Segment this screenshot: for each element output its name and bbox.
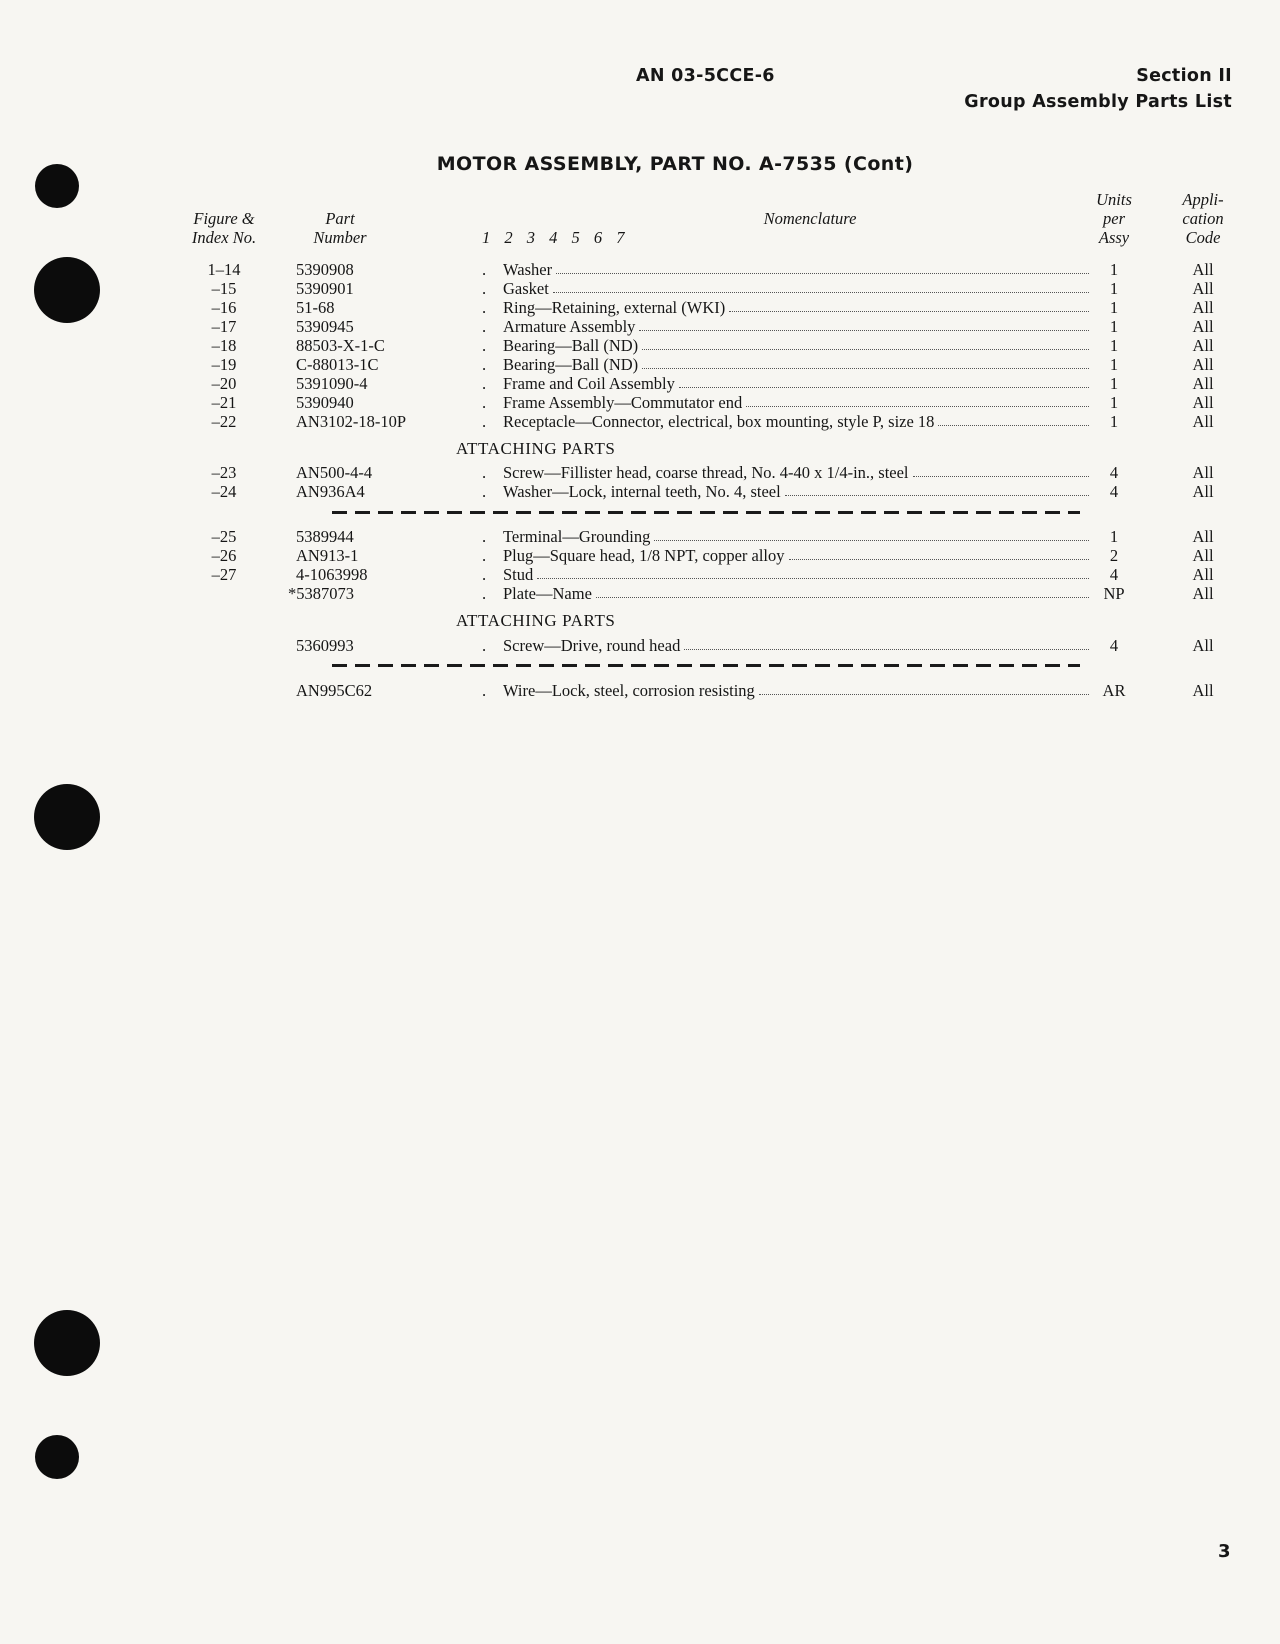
part-number-cell: 51-68 <box>296 298 335 317</box>
indent-dot: . <box>482 482 487 501</box>
part-number-cell: AN913-1 <box>296 546 359 565</box>
index-cell: –25 <box>211 527 237 546</box>
table-row <box>0 681 1280 700</box>
indent-dot: . <box>482 355 487 374</box>
code-cell: All <box>1192 546 1214 565</box>
index-cell: –24 <box>211 482 237 501</box>
part-number-cell: 5389944 <box>296 527 354 546</box>
dot-leader <box>729 298 1089 312</box>
nomenclature-text: Terminal—Grounding <box>503 527 651 546</box>
dot-leader <box>553 279 1089 293</box>
indent-dot: . <box>482 584 487 603</box>
units-cell: 2 <box>1109 546 1119 565</box>
nomenclature-text: Screw—Fillister head, coarse thread, No. 4-40 x 1/4-in., steel <box>503 463 909 482</box>
indent-dot: . <box>482 393 487 412</box>
dot-leader <box>679 374 1089 388</box>
nomenclature-text: Washer—Lock, internal teeth, No. 4, steel <box>503 482 781 501</box>
nomenclature-cell <box>503 298 1089 317</box>
part-number-cell: 5360993 <box>296 636 354 655</box>
nomenclature-cell <box>503 636 1089 655</box>
units-cell: 1 <box>1109 317 1119 336</box>
part-number-cell: AN995C62 <box>296 681 373 700</box>
code-cell: All <box>1192 279 1214 298</box>
col-header-line: per <box>1103 209 1125 228</box>
table-row <box>0 546 1280 565</box>
dot-leader <box>913 463 1089 477</box>
index-cell: –26 <box>211 546 237 565</box>
table-row <box>0 565 1280 584</box>
table-row <box>0 298 1280 317</box>
col-header-line: cation <box>1182 209 1224 228</box>
table-row <box>0 636 1280 655</box>
code-cell: All <box>1192 393 1214 412</box>
dot-leader <box>639 317 1089 331</box>
units-cell: 1 <box>1109 336 1119 355</box>
col-header-line: Assy <box>1098 228 1130 247</box>
dot-leader <box>746 393 1089 407</box>
nomenclature-cell <box>503 482 1089 501</box>
indent-dot: . <box>482 565 487 584</box>
units-cell: AR <box>1102 681 1126 700</box>
nomenclature-cell <box>503 336 1089 355</box>
doc-number: AN 03-5CCE-6 <box>636 66 775 86</box>
binder-hole <box>34 784 100 850</box>
table-row <box>0 279 1280 298</box>
binder-hole <box>34 1310 100 1376</box>
units-cell: 4 <box>1109 463 1119 482</box>
nomenclature-text: Armature Assembly <box>503 317 636 336</box>
dot-leader <box>596 584 1089 598</box>
dot-leader <box>789 546 1089 560</box>
code-cell: All <box>1192 336 1214 355</box>
code-cell: All <box>1192 412 1214 431</box>
col-header-line: Part <box>325 209 355 228</box>
units-cell: 4 <box>1109 565 1119 584</box>
dot-leader <box>642 336 1089 350</box>
nomenclature-cell <box>503 565 1089 584</box>
nomenclature-text: Washer <box>503 260 553 279</box>
indent-dot: . <box>482 374 487 393</box>
section-subtitle: Group Assembly Parts List <box>964 92 1232 112</box>
page-title: MOTOR ASSEMBLY, PART NO. A-7535 (Cont) <box>436 153 914 175</box>
table-row <box>0 260 1280 279</box>
dot-leader <box>759 681 1089 695</box>
nomenclature-text: Receptacle—Connector, electrical, box mounting, style P, size 18 <box>503 412 935 431</box>
col-header-nomenclature: Nomenclature <box>763 209 857 228</box>
indent-dot: . <box>482 298 487 317</box>
part-number-cell: 5390945 <box>296 317 354 336</box>
indent-dot: . <box>482 412 487 431</box>
col-header-line: Index No. <box>191 228 257 247</box>
code-cell: All <box>1192 482 1214 501</box>
col-header-figure-index <box>170 209 278 247</box>
nomenclature-text: Screw—Drive, round head <box>503 636 681 655</box>
attaching-parts-label: ATTACHING PARTS <box>456 439 616 458</box>
col-header-units <box>1080 190 1148 247</box>
table-row <box>0 482 1280 501</box>
index-cell: –21 <box>211 393 237 412</box>
index-cell: –27 <box>211 565 237 584</box>
index-cell: –23 <box>211 463 237 482</box>
nomenclature-cell <box>503 355 1089 374</box>
index-cell: –22 <box>211 412 237 431</box>
nomenclature-text: Frame and Coil Assembly <box>503 374 675 393</box>
part-number-cell: *5387073 <box>288 584 354 603</box>
code-cell: All <box>1192 374 1214 393</box>
table-row <box>0 355 1280 374</box>
units-cell: 1 <box>1109 374 1119 393</box>
indent-dot: . <box>482 317 487 336</box>
nomenclature-cell <box>503 546 1089 565</box>
units-cell: 1 <box>1109 279 1119 298</box>
part-number-cell: 5390901 <box>296 279 354 298</box>
units-cell: 4 <box>1109 482 1119 501</box>
code-cell: All <box>1192 463 1214 482</box>
nomenclature-text: Frame Assembly—Commutator end <box>503 393 743 412</box>
dot-leader <box>654 527 1089 541</box>
code-cell: All <box>1192 681 1214 700</box>
dot-leader <box>556 260 1089 274</box>
nomenclature-text: Bearing—Ball (ND) <box>503 355 639 374</box>
table-row <box>0 463 1280 482</box>
index-cell: –19 <box>211 355 237 374</box>
indent-dot: . <box>482 681 487 700</box>
units-cell: 1 <box>1109 527 1119 546</box>
table-row <box>0 584 1280 603</box>
nomenclature-text: Wire—Lock, steel, corrosion resisting <box>503 681 755 700</box>
dot-leader <box>785 482 1089 496</box>
nomenclature-cell <box>503 412 1089 431</box>
table-row <box>0 393 1280 412</box>
nomenclature-text: Bearing—Ball (ND) <box>503 336 639 355</box>
nomenclature-text: Plug—Square head, 1/8 NPT, copper alloy <box>503 546 785 565</box>
code-cell: All <box>1192 298 1214 317</box>
index-cell: –20 <box>211 374 237 393</box>
col-header-indent-levels: 1 2 3 4 5 6 7 <box>482 228 630 247</box>
code-cell: All <box>1192 565 1214 584</box>
code-cell: All <box>1192 260 1214 279</box>
page-number: 3 <box>1218 1541 1231 1562</box>
part-number-cell: 5391090-4 <box>296 374 368 393</box>
nomenclature-cell <box>503 374 1089 393</box>
units-cell: 1 <box>1109 260 1119 279</box>
part-number-cell: C-88013-1C <box>296 355 379 374</box>
section-divider <box>332 664 1080 667</box>
nomenclature-cell <box>503 317 1089 336</box>
nomenclature-cell <box>503 527 1089 546</box>
indent-dot: . <box>482 336 487 355</box>
nomenclature-cell <box>503 584 1089 603</box>
nomenclature-text: Gasket <box>503 279 549 298</box>
index-cell: –16 <box>211 298 237 317</box>
part-number-cell: 4-1063998 <box>296 565 368 584</box>
part-number-cell: 88503-X-1-C <box>296 336 385 355</box>
code-cell: All <box>1192 584 1214 603</box>
nomenclature-cell <box>503 463 1089 482</box>
nomenclature-text: Plate—Name <box>503 584 592 603</box>
dot-leader <box>537 565 1089 579</box>
indent-dot: . <box>482 546 487 565</box>
code-cell: All <box>1192 317 1214 336</box>
section-divider <box>332 511 1080 514</box>
units-cell: 4 <box>1109 636 1119 655</box>
part-number-cell: 5390940 <box>296 393 354 412</box>
code-cell: All <box>1192 527 1214 546</box>
col-header-code <box>1163 190 1243 247</box>
table-row <box>0 412 1280 431</box>
code-cell: All <box>1192 355 1214 374</box>
units-cell: 1 <box>1109 298 1119 317</box>
table-row <box>0 527 1280 546</box>
part-number-cell: AN3102-18-10P <box>296 412 406 431</box>
attaching-parts-label: ATTACHING PARTS <box>456 611 616 630</box>
nomenclature-cell <box>503 279 1089 298</box>
indent-dot: . <box>482 636 487 655</box>
table-row <box>0 374 1280 393</box>
part-number-cell: AN936A4 <box>296 482 365 501</box>
dot-leader <box>938 412 1089 426</box>
units-cell: 1 <box>1109 393 1119 412</box>
indent-dot: . <box>482 527 487 546</box>
col-header-line: Number <box>313 228 367 247</box>
part-number-cell: AN500-4-4 <box>296 463 373 482</box>
index-cell: 1–14 <box>207 260 241 279</box>
part-number-cell: 5390908 <box>296 260 354 279</box>
col-header-part-number <box>290 209 390 247</box>
binder-hole <box>35 1435 79 1479</box>
nomenclature-cell <box>503 393 1089 412</box>
nomenclature-text: Ring—Retaining, external (WKI) <box>503 298 726 317</box>
table-row <box>0 317 1280 336</box>
units-cell: NP <box>1103 584 1125 603</box>
index-cell: –15 <box>211 279 237 298</box>
nomenclature-cell <box>503 260 1089 279</box>
units-cell: 1 <box>1109 355 1119 374</box>
index-cell: –17 <box>211 317 237 336</box>
dot-leader <box>642 355 1089 369</box>
index-cell: –18 <box>211 336 237 355</box>
code-cell: All <box>1192 636 1214 655</box>
indent-dot: . <box>482 279 487 298</box>
indent-dot: . <box>482 463 487 482</box>
units-cell: 1 <box>1109 412 1119 431</box>
section-label: Section II <box>1136 66 1232 86</box>
indent-dot: . <box>482 260 487 279</box>
col-header-line: Units <box>1096 190 1132 209</box>
nomenclature-text: Stud <box>503 565 534 584</box>
col-header-line: Code <box>1185 228 1221 247</box>
col-header-line: Figure & <box>193 209 255 228</box>
dot-leader <box>684 636 1089 650</box>
col-header-line: Appli- <box>1182 190 1224 209</box>
table-row <box>0 336 1280 355</box>
nomenclature-cell <box>503 681 1089 700</box>
